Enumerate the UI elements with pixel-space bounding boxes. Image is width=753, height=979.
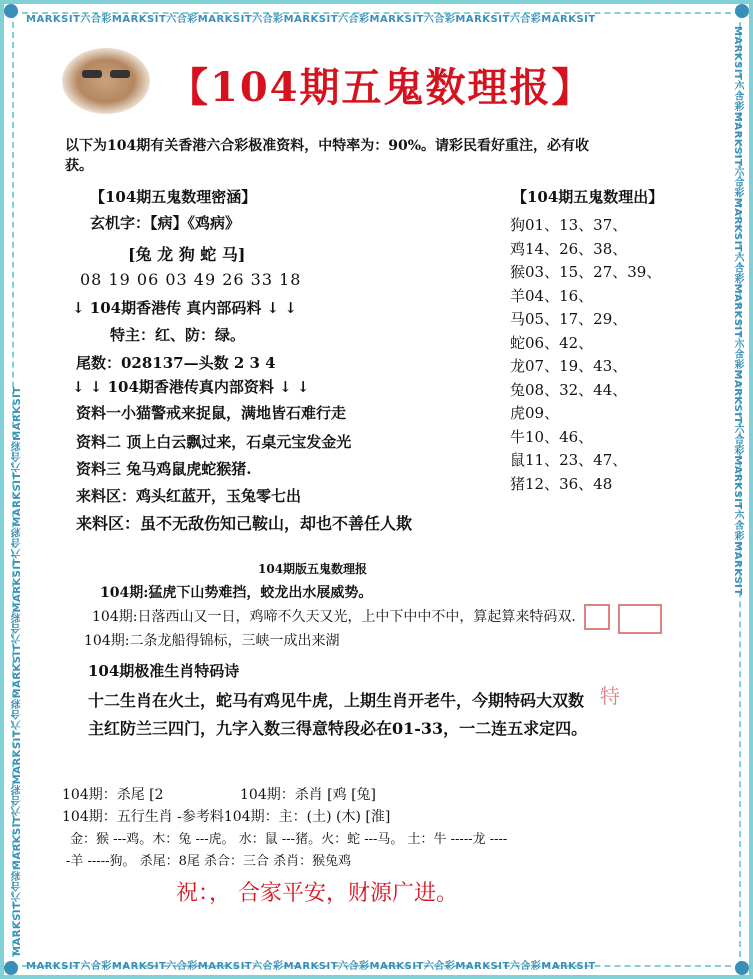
ziliao-2: 资料二 顶上白云飘过来，石桌元宝发金光 [76, 433, 352, 451]
footer-wuxing: 104期：五行生肖 -参考料104期：主：(土) (木) [淮] [62, 809, 391, 825]
laoliao-1: 来料区：鸡头红蓝开，玉兔零七出 [76, 487, 302, 505]
watermark-bottom: MARKSIT六合彩MARKSIT六合彩MARKSIT六合彩MARKSIT六合彩MARKSIT六合彩MARKSIT六合彩MARKSIT [26, 961, 596, 972]
red-seal-stamp [618, 604, 662, 634]
page-title: 【104期五鬼数理报】 [168, 64, 594, 111]
zodiac-row: 兔08、32、44、 [510, 380, 628, 399]
xuanji-text: 玄机字：【病】《鸡病》 [90, 214, 241, 232]
red-seal-stamp: 特 [600, 684, 620, 708]
intro-line-1: 以下为104期有关香港六合彩极准资料，中特率为：90%。请彩民看好重注，必有收 [65, 138, 590, 154]
left-heading: 【104期五鬼数理密涵】 [90, 188, 257, 206]
right-heading: 【104期五鬼数理出】 [512, 188, 664, 206]
arrow-heading-1: ↓ 104期香港传 真内部码料 ↓ ↓ [72, 299, 297, 317]
zodiac-row: 牛10、46、 [510, 427, 594, 446]
middle-line-2: 104期:日落西山又一日，鸡啼不久天又光，上中下中中不中，算起算来特码双. [92, 609, 576, 625]
blessing-text: 祝：， 合家平安，财源广进。 [176, 881, 458, 906]
zodiac-row: 狗01、13、37、 [510, 216, 628, 234]
laoliao-2: 来料区：虽不无敌伤知己鞍山，却也不善任人欺 [76, 514, 413, 533]
portrait-photo [62, 48, 150, 114]
watermark-top: MARKSIT六合彩MARKSIT六合彩MARKSIT六合彩MARKSIT六合彩MARKSIT六合彩MARKSIT六合彩MARKSIT [26, 14, 596, 25]
corner-ornament [735, 4, 749, 18]
zodiac-row: 蛇06、42、 [510, 333, 594, 352]
ziliao-3: 资料三 兔马鸡鼠虎蛇猴猪. [76, 460, 252, 478]
footer-elements: 金：猴 ---鸡。木：兔 ---虎。 水：鼠 ---猪。火：蛇 ---马。 土：牛 -----龙 ---- [70, 832, 508, 847]
animal-list: [兔 龙 狗 蛇 马] [128, 245, 246, 264]
corner-ornament [4, 961, 18, 975]
footer-shawei: 104期：杀尾 [2 [62, 787, 164, 803]
middle-subhead: 104期版五鬼数理报 [258, 562, 368, 576]
zodiac-row: 龙07、19、43、 [510, 357, 628, 375]
footer-sha: -羊 -----狗。 杀尾：8尾 杀合：三合 杀肖：猴兔鸡 [66, 854, 352, 869]
footer-shaxiao: 104期：杀肖 [鸡 [兔] [240, 787, 377, 803]
corner-ornament [735, 961, 749, 975]
intro-line-2: 获。 [65, 158, 93, 174]
zodiac-row: 马05、17、29、 [510, 310, 628, 328]
middle-line-1: 104期:猛虎下山势难挡，蛟龙出水展威势。 [100, 585, 373, 601]
zodiac-number-list [510, 214, 661, 496]
ziliao-1: 资料一小猫警戒来捉鼠，满地皆石难行走 [76, 404, 347, 422]
tezhu-text: 特主：红、防：绿。 [110, 326, 246, 344]
zodiac-row: 猪12、36、48 [510, 474, 613, 493]
watermark-left: MARKSIT六合彩MARKSIT六合彩MARKSIT六合彩MARKSIT六合彩MARKSIT六合彩MARKSIT六合彩MARKSIT [12, 386, 23, 956]
zodiac-row: 羊04、16、 [510, 286, 594, 305]
weishu-text: 尾数：028137—头数 2 3 4 [76, 354, 276, 372]
zodiac-row: 鼠11、23、47、 [510, 451, 628, 469]
middle-line-3: 104期:二条龙船得锦标，三峡一成出来湖 [84, 633, 340, 649]
watermark-right: MARKSIT六合彩MARKSIT六合彩MARKSIT六合彩MARKSIT六合彩MARKSIT六合彩MARKSIT六合彩MARKSIT [732, 26, 743, 596]
corner-ornament [4, 4, 18, 18]
arrow-heading-2: ↓ ↓ 104期香港传真内部资料 ↓ ↓ [72, 378, 310, 396]
zodiac-row: 鸡14、26、38、 [510, 239, 628, 258]
poem-title: 104期极准生肖特码诗 [88, 662, 240, 680]
number-list: 08 19 06 03 49 26 33 18 [80, 270, 302, 289]
red-seal-stamp [584, 604, 610, 630]
zodiac-row: 猴03、15、27、39、 [510, 263, 662, 281]
zodiac-row: 虎09、 [510, 404, 560, 422]
poem-line-1: 十二生肖在火土，蛇马有鸡见牛虎，上期生肖开老牛，今期特码大双数 [88, 691, 585, 710]
poem-line-2: 主红防兰三四门，九字入数三得意特段必在01-33，一二连五求定四。 [88, 719, 588, 738]
